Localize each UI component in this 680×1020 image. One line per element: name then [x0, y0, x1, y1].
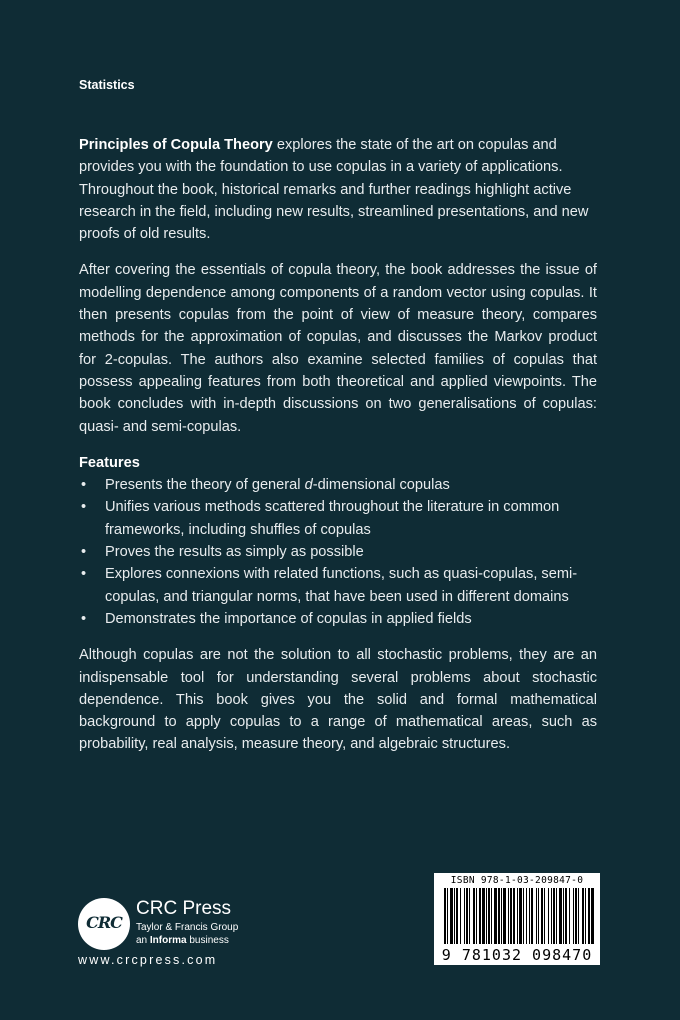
barcode-bar [482, 888, 485, 944]
barcode-bar [591, 888, 594, 944]
barcode-bar [508, 888, 509, 944]
closing-paragraph: Although copulas are not the solution to all stochastic problems, they are an indispensable tool for understanding several problems about stochastic dependence. This book gives you the solid and formal mathematical background to apply copulas to a range of mathematical areas, such as probability, real analysis, measure theory, and algebraic structures. [79, 647, 597, 753]
isbn-barcode [434, 873, 600, 965]
barcode-bar [588, 888, 590, 944]
barcode-bar [454, 888, 455, 944]
back-cover-text [79, 134, 597, 770]
barcode-bar [444, 888, 446, 944]
category-label: Statistics [79, 78, 135, 92]
barcode-bar [498, 888, 500, 944]
barcode-bar [460, 888, 461, 944]
barcode-bar [517, 888, 518, 944]
barcode-bar [450, 888, 453, 944]
barcode-bar [510, 888, 512, 944]
barcode-bar [476, 888, 477, 944]
barcode-bar [536, 888, 537, 944]
barcode-bar [447, 888, 448, 944]
barcode-bar [469, 888, 470, 944]
barcode-bar [526, 888, 527, 944]
crc-logo-icon [78, 898, 130, 950]
feature-item: • Demonstrates the importance of copulas in applied fields [79, 608, 597, 630]
feature-item: • Unifies various methods scattered throughout the literature in common frameworks, including shuffles of copulas [79, 496, 597, 541]
barcode-bars-icon [434, 888, 600, 946]
bullet-icon: • [81, 499, 87, 516]
logo-text: CRC [86, 913, 122, 932]
bullet-icon: • [81, 477, 87, 494]
barcode-bar [585, 888, 586, 944]
publisher-group: Taylor & Francis Group [136, 922, 239, 933]
barcode-bar [565, 888, 567, 944]
barcode-bar [479, 888, 481, 944]
barcode-bar [538, 888, 539, 944]
barcode-bar [503, 888, 506, 944]
barcode-bar [466, 888, 468, 944]
bullet-icon: • [81, 566, 87, 583]
barcode-bar [473, 888, 475, 944]
barcode-bar [519, 888, 522, 944]
barcode-bar [494, 888, 497, 944]
barcode-bar [488, 888, 490, 944]
barcode-bar [464, 888, 465, 944]
barcode-bar [578, 888, 579, 944]
publisher-block [78, 896, 308, 976]
barcode-bar [559, 888, 562, 944]
feature-item: • Presents the theory of general d-dimensional copulas [79, 474, 597, 496]
features-heading: Features [79, 454, 140, 471]
barcode-bar [501, 888, 502, 944]
publisher-name: CRC Press [136, 898, 232, 919]
barcode-bar [563, 888, 564, 944]
barcode-bar [513, 888, 515, 944]
barcode-bar [529, 888, 530, 944]
feature-item: • Explores connexions with related functions, such as quasi-copulas, semi-copulas, and triangular norms, that have been used in different domains [79, 563, 597, 608]
barcode-bar [569, 888, 570, 944]
barcode-bar [553, 888, 555, 944]
publisher-business: an Informa business [136, 935, 229, 946]
barcode-bar [541, 888, 543, 944]
barcode-bar [556, 888, 557, 944]
book-title: Principles of Copula Theory [79, 137, 273, 153]
barcode-bar [551, 888, 552, 944]
barcode-bar [575, 888, 577, 944]
publisher-url[interactable]: www.crcpress.com [78, 953, 218, 967]
intro-text: explores the state of the art on copulas and provides you with the foundation to use copulas in a variety of applications. Throughout the book, historical remarks and further readings highlight active research in the field, including new results, streamlined presentations, and new proofs of old results. [79, 137, 589, 243]
barcode-bar [456, 888, 458, 944]
barcode-bar [548, 888, 549, 944]
bullet-icon: • [81, 610, 87, 627]
description-paragraph: After covering the essentials of copula theory, the book addresses the issue of modelling dependence among components of a random vector using copulas. It then presents copulas from the point of view of measure theory, compares methods for the approximation of copulas, and discusses the Markov product for 2-copulas. The authors also examine selected families of copulas that possess appealing features from both theoretical and applied viewpoints. The book concludes with in-depth discussions on two generalisations of copulas: quasi- and semi-copulas. [79, 262, 597, 435]
barcode-digits: 9 781032 098470 [441, 946, 593, 964]
intro-paragraph [79, 134, 597, 245]
barcode-bar [523, 888, 524, 944]
barcode-bar [573, 888, 574, 944]
feature-item: • Proves the results as simply as possible [79, 541, 597, 563]
bullet-icon: • [81, 544, 87, 561]
barcode-bar [531, 888, 533, 944]
barcode-bar [486, 888, 487, 944]
barcode-bar [582, 888, 584, 944]
barcode-bar [491, 888, 492, 944]
features-list [79, 474, 597, 630]
isbn-label: ISBN 978-1-03-209847-0 [450, 875, 584, 886]
barcode-bar [544, 888, 545, 944]
